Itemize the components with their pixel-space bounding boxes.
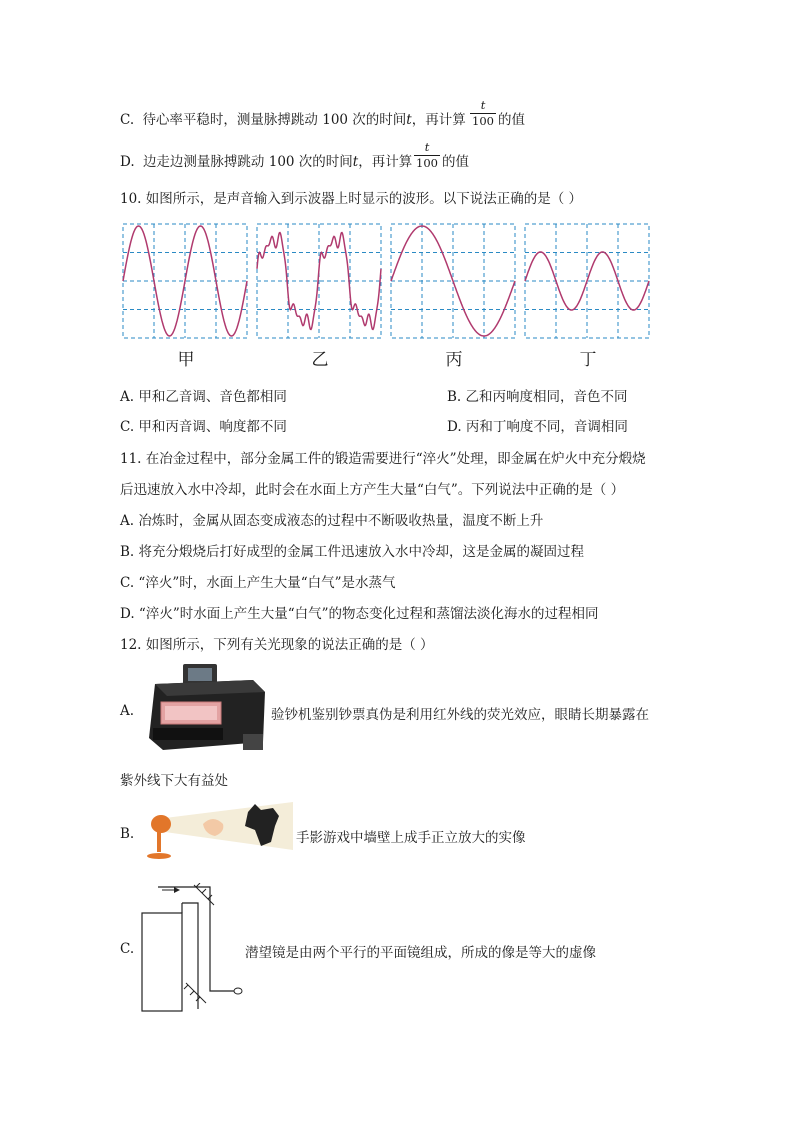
q9-c-frac-num: t [480,98,486,112]
q9-c-text2: ，再计算 [411,112,466,128]
q9-c-letter: C. [120,112,135,128]
q9-d-frac-num: t [424,140,430,154]
q12-option-c-text: 潜望镜是由两个平行的平面镜组成，所成的像是等大的虚像 [245,945,596,961]
q12-option-b-text: 手影游戏中墙壁上成手正立放大的实像 [296,830,526,846]
q11-option-c: C. “淬火”时，水面上产生大量“白气”是水蒸气 [120,575,396,591]
q10-option-c: C. 甲和丙音调、响度都不同 [120,419,287,435]
q10-option-a: A. 甲和乙音调、音色都相同 [120,389,287,405]
hand-shadow-image [143,802,293,864]
q9-d-text2: ，再计算 [358,154,413,170]
q11-option-a: A. 冶炼时，金属从固态变成液态的过程中不断吸收热量，温度不断上升 [120,513,544,529]
wave-label-bing: 丙 [445,350,463,370]
q9-c-text: 待心率平稳时，测量脉搏跳动 100 次的时间 [142,112,407,128]
q12-option-c-letter: C. [120,941,135,957]
q9-d-frac-den: 100 [416,156,438,170]
q9-c-fraction [470,99,496,128]
q9-c-frac-den: 100 [472,114,494,128]
q9-c-var: t [406,112,412,128]
q10-stem: 10. 如图所示，是声音输入到示波器上时显示的波形。以下说法正确的是（ ） [120,191,583,207]
q9-option-d [120,150,412,170]
periscope-diagram [138,883,248,1013]
q9-d-tail: 的值 [442,154,469,170]
q12-option-a-text2: 紫外线下大有益处 [120,773,228,789]
q9-option-c [120,108,466,128]
q9-d-var: t [352,154,359,170]
q9-d-letter: D. [120,154,135,170]
q12-option-a-letter: A. [120,703,135,719]
q11-option-b: B. 将充分煅烧后打好成型的金属工件迅速放入水中冷却，这是金属的凝固过程 [120,544,585,560]
q11-stem-line2: 后迅速放入水中冷却，此时会在水面上方产生大量“白气”。下列说法中正确的是（ ） [120,482,625,498]
q11-option-d: D. “淬火”时水面上产生大量“白气”的物态变化过程和蒸馏法淡化海水的过程相同 [120,606,599,622]
waveform-bing [391,224,515,338]
currency-detector-image [143,662,268,754]
q12-option-b-letter: B. [120,826,135,842]
waveform-yi [257,224,381,338]
waveform-ding [525,224,649,338]
wave-label-yi: 乙 [311,350,329,370]
q9-d-text: 边走边测量脉搏跳动 100 次的时间 [142,154,353,170]
q9-c-tail: 的值 [498,112,525,128]
waveform-jia [123,224,247,338]
q10-option-d: D. 丙和丁响度不同，音调相同 [447,419,628,435]
q11-stem-line1: 11. 在冶金过程中，部分金属工件的锻造需要进行“淬火”处理，即金属在炉火中充分煅烧 [120,451,646,467]
q9-d-fraction [414,141,440,170]
q12-stem: 12. 如图所示，下列有关光现象的说法正确的是（ ） [120,637,434,653]
q12-option-a-text1: 验钞机鉴别钞票真伪是利用红外线的荧光效应，眼睛长期暴露在 [271,707,649,723]
wave-label-jia: 甲 [177,350,195,370]
q10-option-b: B. 乙和丙响度相同，音色不同 [447,389,628,405]
wave-label-ding: 丁 [579,350,597,370]
oscilloscope-waveforms [120,220,660,345]
